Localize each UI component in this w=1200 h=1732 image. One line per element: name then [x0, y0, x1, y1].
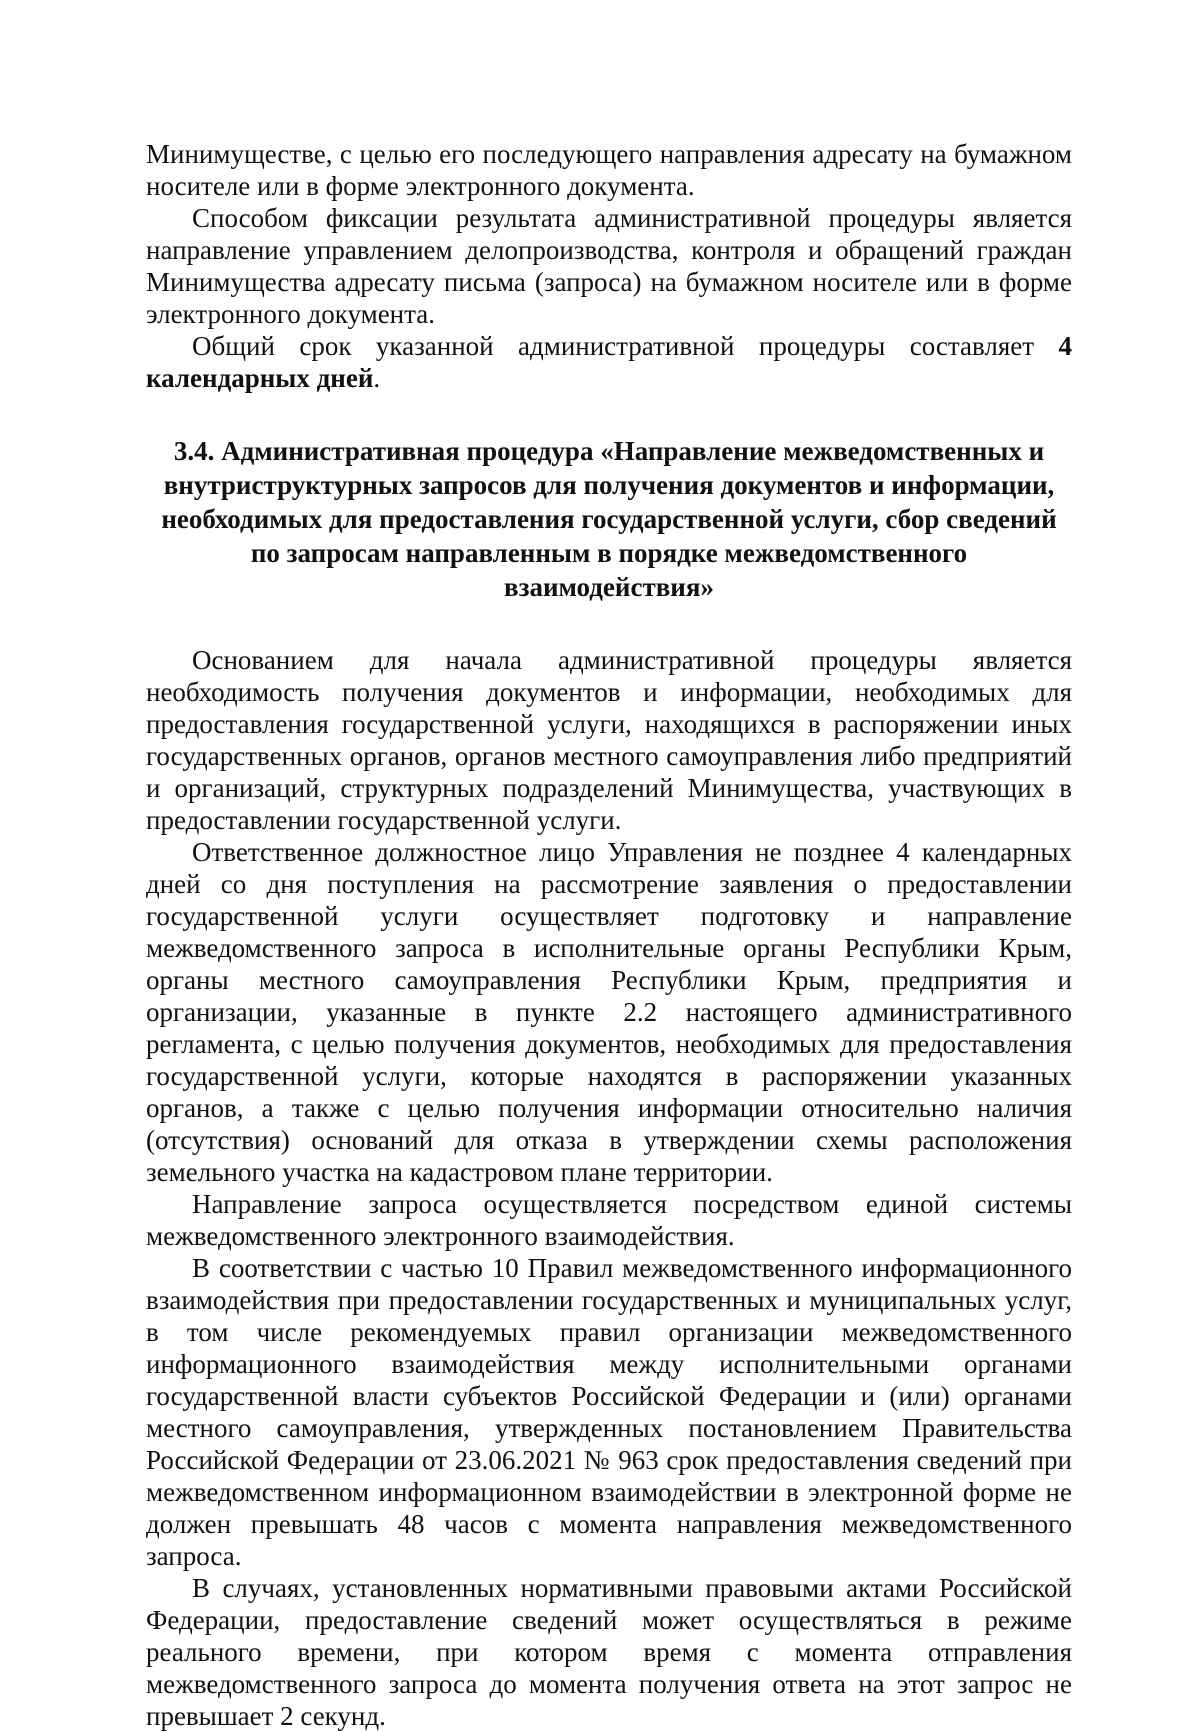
total-term-text: Общий срок указанной административной процедуры составляет	[192, 331, 1059, 361]
total-term-bold: 4 календарных дней	[146, 331, 1072, 393]
paragraph-realtime: В случаях, установленных нормативными правовыми актами Российской Федерации, предоставление сведений может осуществляться в режиме реального времени, при котором время с момента отправления межведомственного запроса до момента получения ответа на этот запрос не превышает 2 секунд.	[146, 1573, 1072, 1731]
paragraph-fixation-method: Способом фиксации результата административной процедуры является направление управлением делопроизводства, контроля и обращений граждан Минимущества адресату письма (запроса) на бумажном носителе или в форме электронного документа.	[146, 203, 1072, 329]
paragraph-responsible-official: Ответственное должностное лицо Управления не позднее 4 календарных дней со дня поступления на рассмотрение заявления о предоставлении государственной услуги осуществляет подготовку и направление межведомственного запроса в исполнительные органы Республики Крым, органы местного самоуправления Республики Крым, предприятия и организации, указанные в пункте 2.2 настоящего административного регламента, с целью получения документов, необходимых для предоставления государственной услуги, которые находятся в распоряжении указанных органов, а также с целью получения информации относительно наличия (отсутствия) оснований для отказа в утверждении схемы расположения земельного участка на кадастровом плане территории.	[146, 837, 1072, 1187]
total-term-end: .	[373, 363, 381, 393]
paragraph-basis: Основанием для начала административной процедуры является необходимость получения документов и информации, необходимых для предоставления государственной услуги, находящихся в распоряжении иных государственных органов, органов местного самоуправления либо предприятий и организаций, структурных подразделений Минимущества, участвующих в предоставлении государственной услуги.	[146, 645, 1072, 835]
paragraph-rules-reference: В соответствии с частью 10 Правил межведомственного информационного взаимодействия при предоставлении государственных и муниципальных услуг, в том числе рекомендуемых правил организации межведомственного информационного взаимодействия между исполнительными органами государственной власти субъектов Российской Федерации и (или) органами местного самоуправления, утвержденных постановлением Правительства Российской Федерации от 23.06.2021 № 963 срок предоставления сведений при межведомственном информационном взаимодействии в электронной форме не должен превышать 48 часов с момента направления межведомственного запроса.	[146, 1253, 1072, 1571]
section-heading: 3.4. Административная процедура «Направление межведомственных и внутриструктурных запросов для получения документов и информации, необходимых для предоставления государственной услуги, сбор сведений по запросам направленным в порядке межведомственного взаимодействия»	[161, 436, 1057, 602]
document-page	[146, 138, 1072, 1732]
paragraph-request-system: Направление запроса осуществляется посредством единой системы межведомственного электронного взаимодействия.	[146, 1189, 1072, 1251]
paragraph-continuation: Минимуществе, с целью его последующего направления адресату на бумажном носителе или в форме электронного документа.	[146, 139, 1072, 201]
paragraph-total-term	[146, 330, 1072, 394]
